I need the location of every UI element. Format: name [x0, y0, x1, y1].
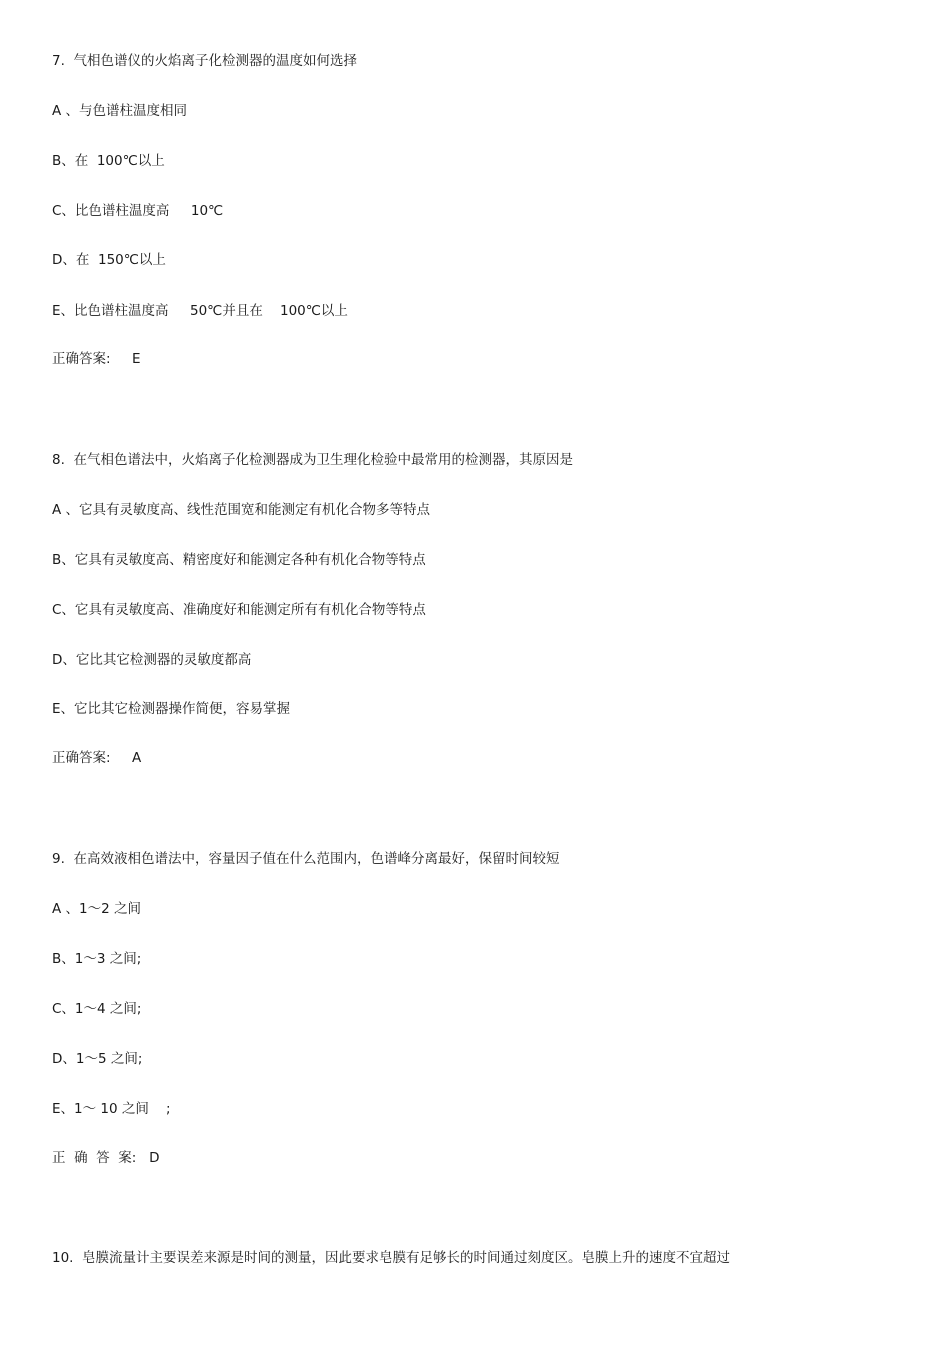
- question-9-option-a: A 、1～2 之间: [52, 901, 141, 917]
- question-7-option-e: E、比色谱柱温度高 50℃并且在 100℃以上: [52, 303, 348, 319]
- question-7-option-b: B、在 100℃以上: [52, 153, 165, 169]
- question-9-answer: 正 确 答 案: D: [52, 1150, 160, 1166]
- question-7-option-a: A 、与色谱柱温度相同: [52, 103, 188, 119]
- question-8-answer: 正确答案: A: [52, 750, 142, 766]
- question-8-option-d: D、它比其它检测器的灵敏度都高: [52, 652, 252, 668]
- question-9-stem: 9. 在高效液相色谱法中，容量因子值在什么范围内，色谱峰分离最好，保留时间较短: [52, 851, 560, 867]
- question-9-option-b: B、1～3 之间;: [52, 951, 142, 967]
- question-8-option-b: B、它具有灵敏度高、精密度好和能测定各种有机化合物等特点: [52, 552, 426, 568]
- question-8-stem: 8. 在气相色谱法中，火焰离子化检测器成为卫生理化检验中最常用的检测器，其原因是: [52, 452, 573, 468]
- question-7-option-d: D、在 150℃以上: [52, 252, 166, 268]
- question-9-option-d: D、1～5 之间;: [52, 1051, 143, 1067]
- question-7-option-c: C、比色谱柱温度高 10℃: [52, 203, 224, 219]
- question-10-stem: 10. 皂膜流量计主要误差来源是时间的测量，因此要求皂膜有足够长的时间通过刻度区。皂膜上升的速度不宜超过: [52, 1250, 731, 1266]
- question-9-option-c: C、1～4 之间;: [52, 1001, 142, 1017]
- question-8-option-c: C、它具有灵敏度高、准确度好和能测定所有有机化合物等特点: [52, 602, 426, 618]
- question-7-stem: 7. 气相色谱仪的火焰离子化检测器的温度如何选择: [52, 53, 357, 69]
- question-9-option-e: E、1～ 10 之间 ;: [52, 1101, 171, 1117]
- question-8-option-a: A 、它具有灵敏度高、线性范围宽和能测定有机化合物多等特点: [52, 502, 431, 518]
- question-8-option-e: E、它比其它检测器操作简便，容易掌握: [52, 701, 291, 717]
- question-7-answer: 正确答案: E: [52, 351, 141, 367]
